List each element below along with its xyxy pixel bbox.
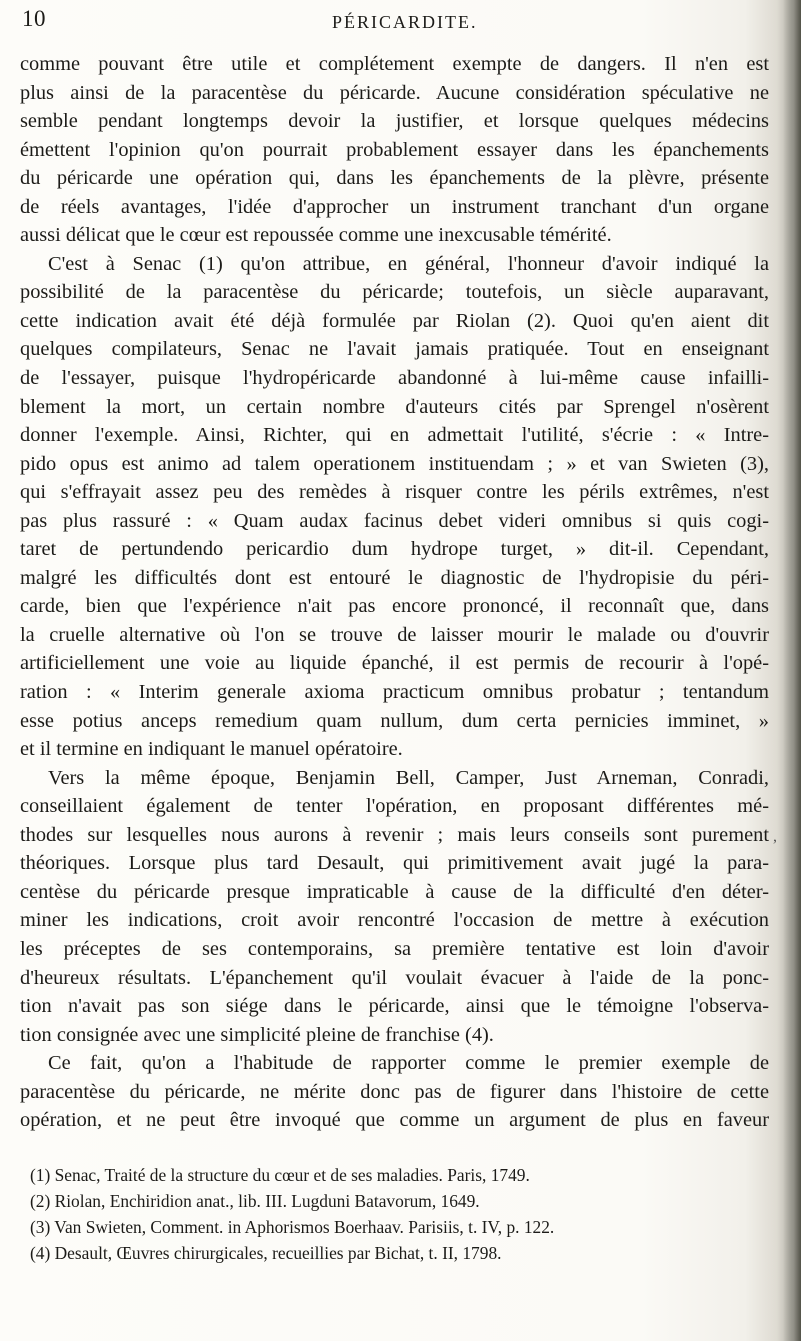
text-line: la cruelle alternative où l'on se trouve de laisser mourir le malade ou d'ouvrir bbox=[20, 623, 769, 646]
text-line: d'heureux résultats. L'épanchement qu'il voulait évacuer à l'aide de la ponc- bbox=[20, 966, 769, 989]
text-line: paracentèse du péricarde, ne mérite donc pas de figurer dans l'histoire de cette bbox=[20, 1080, 769, 1103]
text-line: tion consignée avec une simplicité pleine de franchise (4). bbox=[20, 1023, 494, 1046]
paragraph bbox=[20, 50, 769, 250]
footnote: (1) Senac, Traité de la structure du cœur et de ses maladies. Paris, 1749. bbox=[30, 1165, 530, 1185]
footnotes bbox=[30, 1162, 770, 1266]
running-head: PÉRICARDITE. bbox=[332, 12, 478, 32]
text-line: et il termine en indiquant le manuel opératoire. bbox=[20, 738, 403, 761]
text-line: de réels avantages, l'idée d'approcher un instrument tranchant d'un organe bbox=[20, 195, 769, 218]
text-line: esse potius anceps remedium quam nullum, dum certa pernicies imminet, » bbox=[20, 709, 769, 732]
text-line: opération, et ne peut être invoqué que comme un argument de plus en faveur bbox=[20, 1109, 769, 1132]
text-line: thodes sur lesquelles nous aurons à revenir ; mais leurs conseils sont purement bbox=[20, 823, 769, 846]
page-edge-shadow bbox=[783, 0, 801, 1341]
text-line: taret de pertundendo pericardio dum hydrope turget, » dit-il. Cependant, bbox=[20, 538, 769, 561]
paragraph bbox=[20, 250, 769, 764]
text-line: carde, bien que l'expérience n'ait pas encore prononcé, il reconnaît que, dans bbox=[20, 595, 769, 618]
text-line: Vers la même époque, Benjamin Bell, Camper, Just Arneman, Conradi, bbox=[48, 766, 769, 789]
text-line: pido opus est animo ad talem operationem instituendam ; » et van Swieten (3), bbox=[20, 452, 769, 475]
text-line: plus ainsi de la paracentèse du péricarde. Aucune considération spéculative ne bbox=[20, 81, 769, 104]
text-line: les préceptes de ses contemporains, sa première tentative est loin d'avoir bbox=[20, 937, 769, 960]
footnote: (2) Riolan, Enchiridion anat., lib. III. Lugduni Batavorum, 1649. bbox=[30, 1191, 480, 1211]
paragraph bbox=[20, 764, 769, 1049]
text-line: conseillaient également de tenter l'opération, en proposant différentes mé- bbox=[20, 795, 769, 818]
text-line: ration : « Interim generale axioma practicum omnibus probatur ; tentandum bbox=[20, 681, 769, 704]
text-line: malgré les difficultés dont est entouré le diagnostic de l'hydropisie du péri- bbox=[20, 566, 769, 589]
text-line: Ce fait, qu'on a l'habitude de rapporter comme le premier exemple de bbox=[48, 1052, 769, 1075]
text-line: théoriques. Lorsque plus tard Desault, qui primitivement avait jugé la para- bbox=[20, 852, 769, 875]
text-line: possibilité de la paracentèse du péricarde; toutefois, un siècle auparavant, bbox=[20, 281, 769, 304]
text-line: centèse du péricarde presque impraticable à cause de la difficulté d'en déter- bbox=[20, 880, 769, 903]
text-line: pas plus rassuré : « Quam audax facinus debet videri omnibus si quis cogi- bbox=[20, 509, 769, 532]
text-line: de l'essayer, puisque l'hydropéricarde abandonné à lui-même cause infailli- bbox=[20, 367, 769, 390]
text-line: émettent l'opinion qu'on pourrait probablement essayer dans les épanchements bbox=[20, 138, 769, 161]
stray-mark: , bbox=[773, 828, 777, 845]
text-line: quelques compilateurs, Senac ne l'avait jamais pratiquée. Tout en enseignant bbox=[20, 338, 769, 361]
footnote: (4) Desault, Œuvres chirurgicales, recueillies par Bichat, t. II, 1798. bbox=[30, 1243, 502, 1263]
footnote: (3) Van Swieten, Comment. in Aphorismos Boerhaav. Parisiis, t. IV, p. 122. bbox=[30, 1217, 555, 1237]
text-line: semble pendant longtemps devoir la justifier, et lorsque quelques médecins bbox=[20, 110, 769, 133]
text-line: C'est à Senac (1) qu'on attribue, en général, l'honneur d'avoir indiqué la bbox=[48, 252, 769, 275]
text-line: cette indication avait été déjà formulée par Riolan (2). Quoi qu'en aient dit bbox=[20, 309, 769, 332]
text-line: tion n'avait pas son siége dans le péricarde, ainsi que le témoigne l'observa- bbox=[20, 995, 769, 1018]
text-line: comme pouvant être utile et complétement exempte de dangers. Il n'en est bbox=[20, 53, 769, 75]
text-line: aussi délicat que le cœur est repoussée comme une inexcusable témérité. bbox=[20, 224, 612, 247]
body-text bbox=[20, 50, 769, 1135]
text-line: blement la mort, un certain nombre d'auteurs cités par Sprengel n'osèrent bbox=[20, 395, 769, 418]
text-line: qui s'effrayait assez peu des remèdes à risquer contre les périls extrêmes, n'est bbox=[20, 481, 769, 504]
text-line: donner l'exemple. Ainsi, Richter, qui en admettait l'utilité, s'écrie : « Intre- bbox=[20, 424, 769, 447]
text-line: miner les indications, croit avoir rencontré l'occasion de mettre à exécution bbox=[20, 909, 769, 932]
paragraph bbox=[20, 1049, 769, 1135]
text-line: artificiellement une voie au liquide épanché, il est permis de recourir à l'opé- bbox=[20, 652, 769, 675]
text-line: du péricarde une opération qui, dans les épanchements de la plèvre, présente bbox=[20, 167, 769, 190]
page-number: 10 bbox=[22, 6, 46, 31]
